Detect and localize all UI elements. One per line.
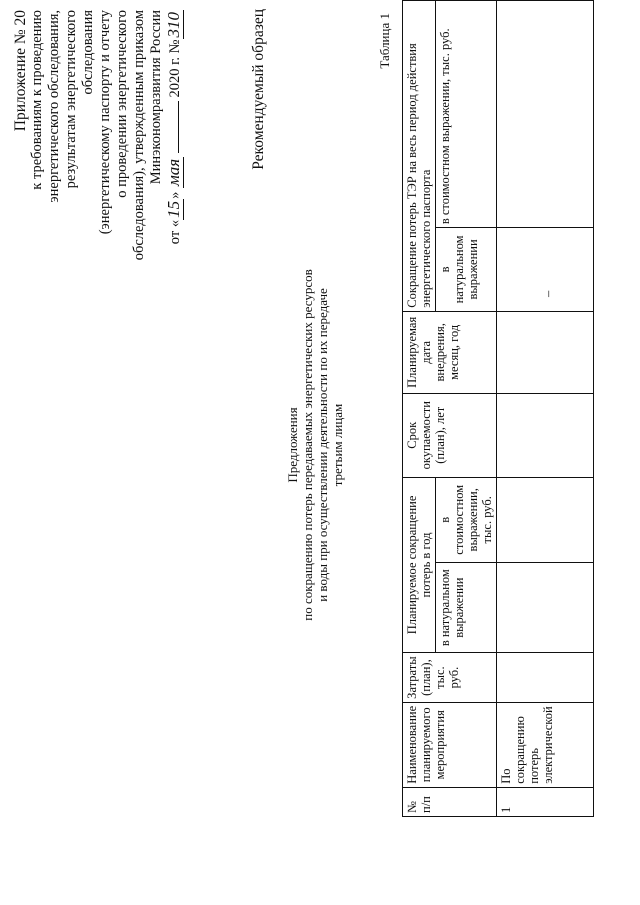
cell-costs — [497, 653, 594, 702]
appendix-line: Минэкономразвития России — [148, 10, 164, 185]
handwritten-month: мая — [164, 158, 183, 187]
cell-num: 1 — [497, 787, 594, 816]
header-name: Наименование планируемого мероприятия — [403, 702, 497, 787]
proposals-table — [402, 0, 594, 817]
subheader-red-cost: в стоимостном выражении, тыс. руб. — [436, 1, 497, 228]
handwritten-order-number: 310 — [164, 12, 183, 38]
appendix-line: энергетического обследования, — [46, 10, 62, 203]
header-planned: Планируемое сокращение потерь в год — [403, 477, 436, 653]
header-costs: Затраты (план), тыс. руб. — [403, 653, 497, 702]
appendix-line: Приложение № 20 — [12, 10, 29, 132]
document-heading — [285, 165, 345, 725]
subheader-planned-nat: в натуральном выражении — [436, 563, 497, 653]
date-blank-line — [178, 101, 179, 153]
date-prefix: от « — [167, 219, 183, 245]
cell-date — [497, 290, 594, 393]
cell-planned-cost — [497, 477, 594, 563]
heading-line: третьим лицам — [330, 403, 345, 487]
header-num: № п/п — [403, 787, 497, 816]
appendix-date-line — [165, 10, 184, 305]
cell-payback — [497, 393, 594, 477]
cell-planned-nat — [497, 563, 594, 653]
appendix-line: обследования), утвержденным приказом — [131, 10, 147, 261]
table-label: Таблица 1 — [377, 13, 392, 69]
appendix-line: о проведении энергетического — [114, 10, 130, 198]
heading-line: по сокращению потерь передаваемых энергетических ресурсов — [300, 269, 315, 621]
appendix-line: (энергетическому паспорту и отчету — [97, 10, 113, 235]
cell-red-cost — [497, 1, 594, 228]
cell-name: По сокращению потерь электрической — [497, 702, 594, 787]
heading-line: и воды при осуществлении деятельности по их передаче — [315, 288, 330, 602]
handwritten-day: 15 — [164, 200, 183, 218]
appendix-block — [12, 10, 184, 305]
date-mid: » — [167, 191, 183, 199]
appendix-line: результатам энергетического — [63, 10, 79, 189]
date-year: 2020 г. № — [167, 39, 183, 98]
header-date: Планируемая дата внедрения, месяц, год — [403, 311, 497, 393]
cell-date-inner — [499, 290, 587, 390]
cell-red-nat — [497, 228, 594, 312]
dash-mark: – — [541, 290, 555, 297]
appendix-line: обследования — [80, 10, 96, 95]
subheader-planned-cost: в стоимостном выражении, тыс. руб. — [436, 477, 497, 563]
table-row — [497, 1, 594, 817]
table-header-row — [403, 1, 436, 817]
header-reduction: Сокращение потерь ТЭР на весь период действия энергетического паспорта — [403, 1, 436, 312]
heading-title: Предложения — [285, 407, 300, 483]
recommended-sample: Рекомендуемый образец — [250, 9, 267, 170]
appendix-line: к требованиям к проведению — [29, 10, 45, 190]
header-payback: Срок окупаемости (план), лет — [403, 393, 497, 477]
subheader-red-nat: в натуральном выражении — [436, 228, 497, 312]
